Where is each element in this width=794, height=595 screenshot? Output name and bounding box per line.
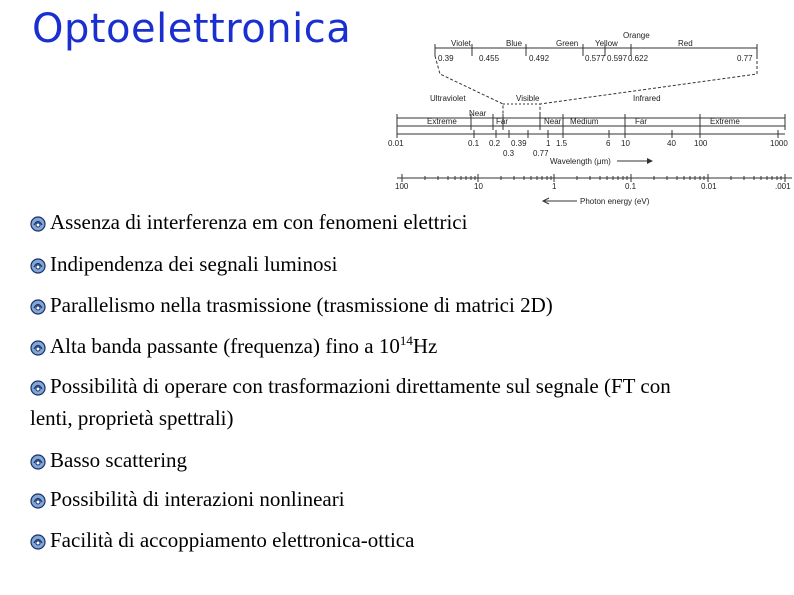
list-item xyxy=(30,370,790,434)
bullet-text xyxy=(50,334,437,358)
list-item xyxy=(30,206,467,238)
bullet-text: Possibilità di interazioni nonlineari xyxy=(50,487,345,511)
color-value-6: 0.77 xyxy=(737,54,753,63)
uv-far-label: Far xyxy=(496,117,508,126)
color-value-0: 0.39 xyxy=(438,54,454,63)
en-tick-1: 10 xyxy=(474,182,483,191)
ir-medium-label: Medium xyxy=(570,117,599,126)
en-tick-5: .001 xyxy=(775,182,791,191)
energy-arrow xyxy=(543,198,577,204)
energy-axis-label: Photon energy (eV) xyxy=(580,197,650,206)
wl-tick-0: 0.01 xyxy=(388,139,404,148)
color-label-yellow: Yellow xyxy=(595,39,618,48)
bullet-globe-icon xyxy=(30,534,46,550)
en-tick-2: 1 xyxy=(552,182,557,191)
region-infrared: Infrared xyxy=(633,94,661,103)
bullet-text: Facilità di accoppiamento elettronica-ottica xyxy=(50,528,415,552)
en-tick-0: 100 xyxy=(395,182,409,191)
list-item xyxy=(30,330,437,362)
wl-tick-1: 0.1 xyxy=(468,139,480,148)
wl-tick-9: 100 xyxy=(694,139,708,148)
wl-tick-8: 40 xyxy=(667,139,676,148)
ir-extreme-label: Extreme xyxy=(710,117,740,126)
bullet-text: Assenza di interferenza em con fenomeni elettrici xyxy=(50,210,468,234)
color-label-blue: Blue xyxy=(506,39,523,48)
uv-near-label: Near xyxy=(469,109,487,118)
bullet-globe-icon xyxy=(30,380,46,396)
bullet-globe-icon xyxy=(30,454,46,470)
wl-subtick-1: 0.77 xyxy=(533,149,549,158)
wl-tick-6: 6 xyxy=(606,139,611,148)
list-item xyxy=(30,483,345,515)
wl-tick-7: 10 xyxy=(621,139,630,148)
bullet-text: Basso scattering xyxy=(50,448,188,472)
wavelength-axis-label: Wavelength (μm) xyxy=(550,157,611,166)
list-item xyxy=(30,444,187,476)
wl-tick-4: 1 xyxy=(546,139,551,148)
dashed-expansion-left xyxy=(435,56,503,116)
en-tick-4: 0.01 xyxy=(701,182,717,191)
bullet-globe-icon xyxy=(30,493,46,509)
bullet-globe-icon xyxy=(30,216,46,232)
bullet-text-exponent: 14 xyxy=(399,333,413,348)
page-title: Optoelettronica xyxy=(32,6,352,52)
ir-far-label: Far xyxy=(635,117,647,126)
color-label-violet: Violet xyxy=(451,39,471,48)
color-value-5: 0.622 xyxy=(628,54,649,63)
en-tick-3: 0.1 xyxy=(625,182,637,191)
wl-tick-2: 0.2 xyxy=(489,139,501,148)
ir-near-label: Near xyxy=(544,117,562,126)
wl-subtick-0: 0.3 xyxy=(503,149,515,158)
bullet-text-line-1: Possibilità di operare con trasformazioni direttamente sul segnale (FT con xyxy=(50,374,671,398)
bullet-text-unit: Hz xyxy=(412,334,438,358)
list-item xyxy=(30,289,553,321)
color-label-red: Red xyxy=(678,39,693,48)
electromagnetic-spectrum-figure xyxy=(385,26,794,212)
uv-extreme-label: Extreme xyxy=(427,117,457,126)
dashed-expansion-right xyxy=(540,56,757,116)
color-value-1: 0.455 xyxy=(479,54,500,63)
color-label-orange: Orange xyxy=(623,31,650,40)
list-item xyxy=(30,248,338,280)
bullet-text-line-2: lenti, proprietà spettrali) xyxy=(30,406,234,430)
bullet-text: Parallelismo nella trasmissione (trasmissione di matrici 2D) xyxy=(50,293,553,317)
color-value-2: 0.492 xyxy=(529,54,550,63)
bullet-globe-icon xyxy=(30,258,46,274)
color-value-3: 0.577 xyxy=(585,54,606,63)
wl-tick-5: 1.5 xyxy=(556,139,568,148)
bullet-text-main: Alta banda passante (frequenza) fino a 10 xyxy=(50,334,400,358)
wl-tick-10: 1000 xyxy=(770,139,788,148)
color-label-green: Green xyxy=(556,39,579,48)
list-item xyxy=(30,524,414,556)
region-ultraviolet: Ultraviolet xyxy=(430,94,466,103)
bullet-globe-icon xyxy=(30,340,46,356)
region-visible: Visible xyxy=(516,94,540,103)
color-value-4: 0.597 xyxy=(607,54,628,63)
wl-tick-3: 0.39 xyxy=(511,139,527,148)
bullet-globe-icon xyxy=(30,299,46,315)
bullet-text: Indipendenza dei segnali luminosi xyxy=(50,252,338,276)
